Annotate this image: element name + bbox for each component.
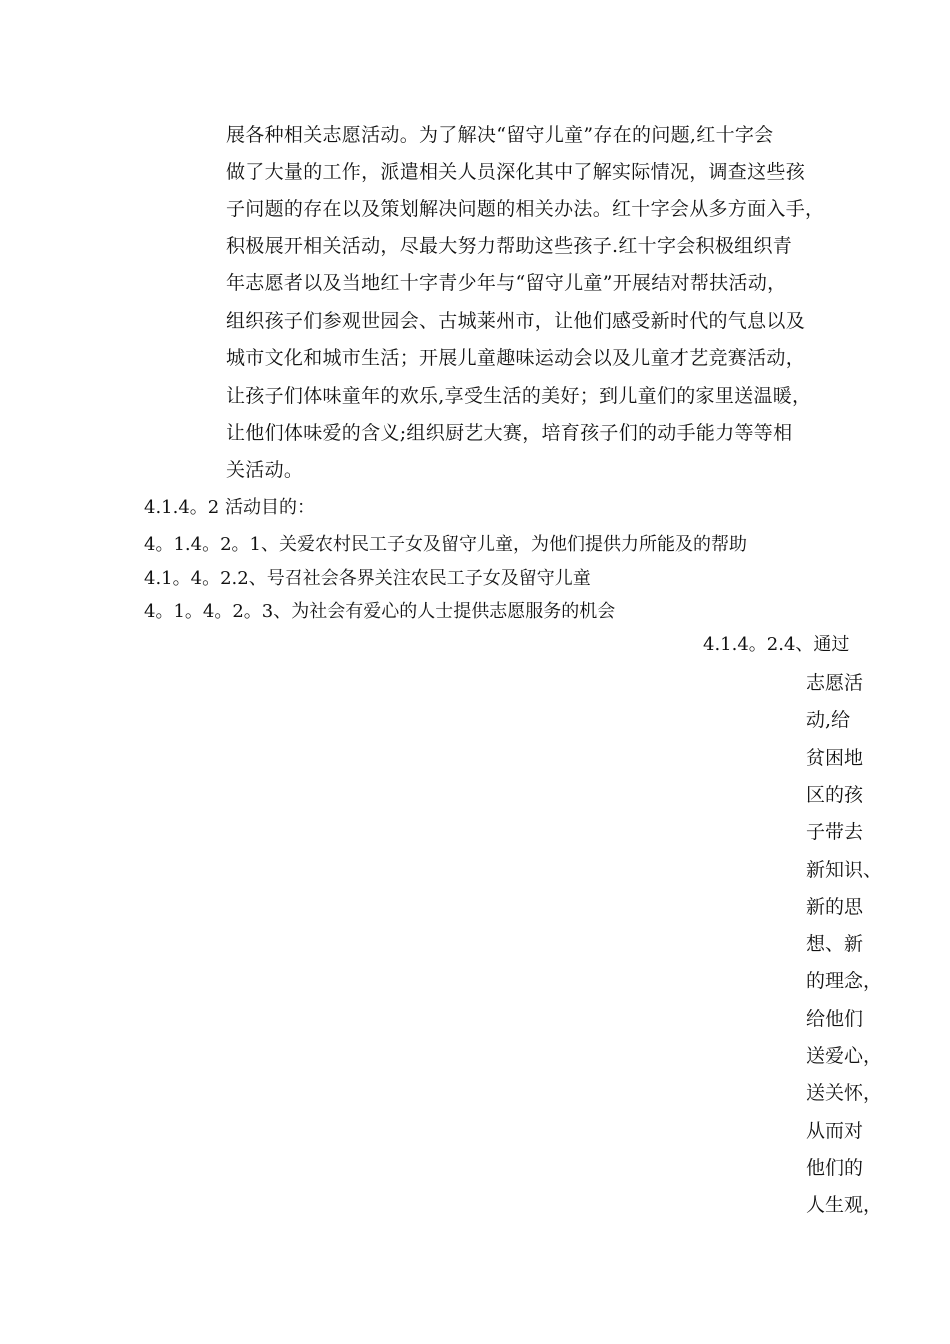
section-heading: 4.1.4。2 活动目的： xyxy=(144,497,315,518)
paragraph-line: 积极展开相关活动，尽最大努力帮助这些孩子.红十字会积极组织青 xyxy=(226,235,793,257)
column-line: 新知识、 xyxy=(806,859,883,881)
paragraph-line: 展各种相关志愿活动。为了解决“留守儿童”存在的问题,红十字会 xyxy=(226,124,774,146)
paragraph-line: 子问题的存在以及策划解决问题的相关办法。红十字会从多方面入手， xyxy=(226,198,825,220)
column-line: 动,给 xyxy=(806,709,851,731)
purpose-item: 4.1。4。2.2、号召社会各界关注农民工子女及留守儿童 xyxy=(144,568,591,589)
column-line: 新的思 xyxy=(806,896,864,918)
purpose-item: 4。1。4。2。3、为社会有爱心的人士提供志愿服务的机会 xyxy=(144,601,616,622)
paragraph-line: 组织孩子们参观世园会、古城莱州市，让他们感受新时代的气息以及 xyxy=(226,310,806,332)
column-line: 他们的 xyxy=(806,1157,864,1179)
column-line: 的理念， xyxy=(806,970,883,992)
column-line: 贫困地 xyxy=(806,747,864,769)
column-line: 从而对 xyxy=(806,1120,864,1142)
column-line: 送爱心， xyxy=(806,1045,883,1067)
column-line: 人生观， xyxy=(806,1194,883,1216)
column-line: 志愿活 xyxy=(806,672,864,694)
paragraph-line: 做了大量的工作，派遣相关人员深化其中了解实际情况，调查这些孩 xyxy=(226,161,806,183)
paragraph-line: 关活动。 xyxy=(226,459,304,481)
column-line: 送关怀， xyxy=(806,1082,883,1104)
column-line: 区的孩 xyxy=(806,784,864,806)
purpose-item-4-head: 4.1.4。2.4、通过 xyxy=(703,634,850,655)
paragraph-line: 让他们体味爱的含义;组织厨艺大赛，培育孩子们的动手能力等等相 xyxy=(226,422,793,444)
paragraph-line: 让孩子们体味童年的欢乐,享受生活的美好；到儿童们的家里送温暖， xyxy=(226,385,812,407)
purpose-item: 4。1.4。2。1、关爱农村民工子女及留守儿童，为他们提供力所能及的帮助 xyxy=(144,534,747,555)
column-line: 给他们 xyxy=(806,1008,864,1030)
column-line: 想、新 xyxy=(806,933,864,955)
paragraph-line: 年志愿者以及当地红十字青少年与“留守儿童”开展结对帮扶活动， xyxy=(226,272,787,294)
paragraph-line: 城市文化和城市生活；开展儿童趣味运动会以及儿童才艺竞赛活动， xyxy=(226,347,806,369)
column-line: 子带去 xyxy=(806,821,864,843)
